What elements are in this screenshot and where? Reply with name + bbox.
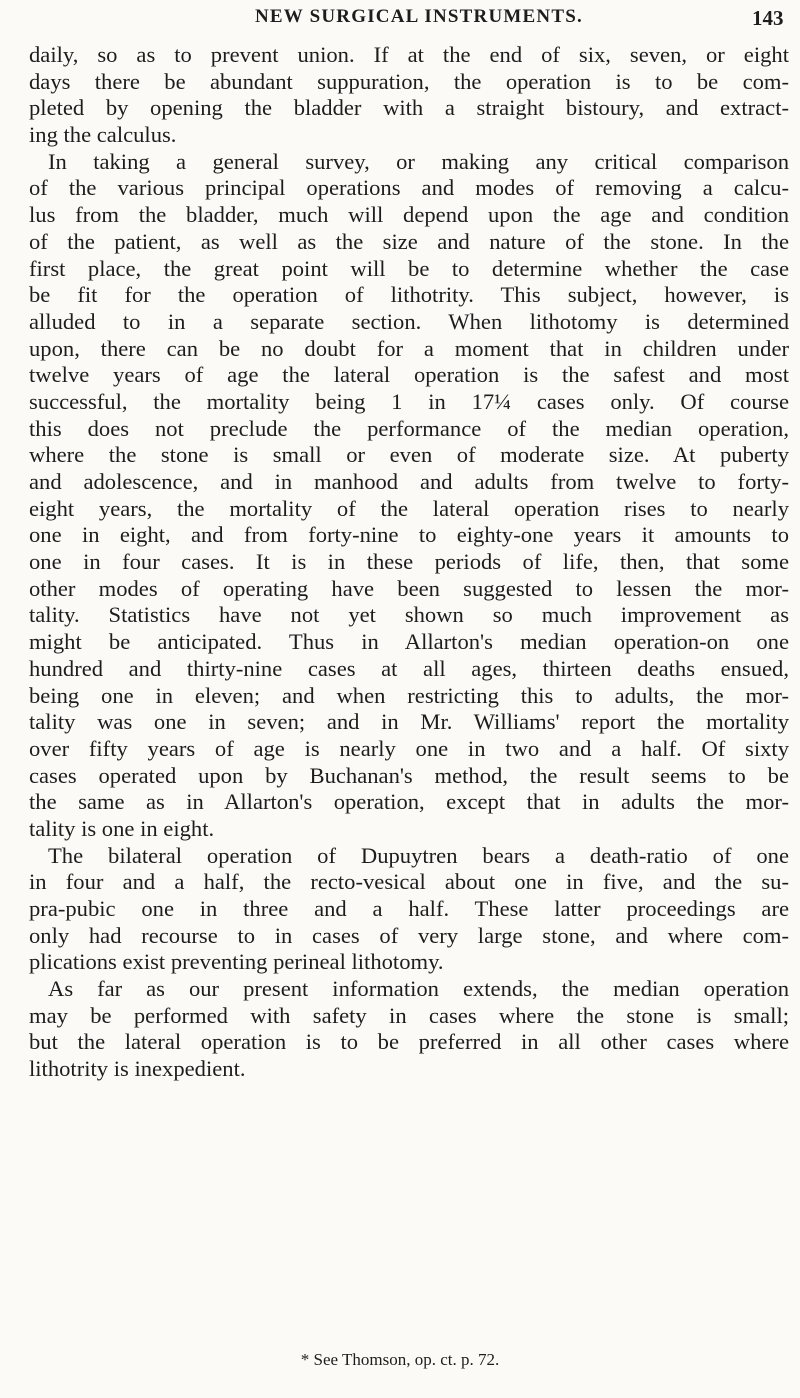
text-line: in four and a half, the recto-vesical about one in five, and the su- — [29, 869, 789, 895]
text-line: and adolescence, and in manhood and adults from twelve to forty- — [29, 469, 789, 494]
text-line: other modes of operating have been suggested to lessen the mor- — [29, 575, 789, 601]
text-line: of the patient, as well as the size and nature of the stone. In the — [29, 228, 789, 254]
text-line: daily, so as to prevent union. If at the end of six, seven, or eight — [29, 42, 789, 67]
text-line: be fit for the operation of lithotrity. This subject, however, is — [29, 282, 789, 308]
text-line: over fifty years of age is nearly one in two and a half. Of sixty — [29, 735, 789, 761]
text-line: this does not preclude the performance of the median operation, — [29, 415, 789, 441]
text-line: hundred and thirty-nine cases at all ages, thirteen deaths ensued, — [29, 655, 789, 681]
text-line: eight years, the mortality of the lateral operation rises to nearly — [29, 495, 789, 521]
text-line: pra-pubic one in three and a half. These latter proceedings are — [29, 896, 789, 921]
text-line: the same as in Allarton's operation, except that in adults the mor- — [29, 789, 789, 815]
text-line: In taking a general survey, or making any critical comparison — [48, 148, 789, 174]
text-line: one in four cases. It is in these periods of life, then, that some — [29, 549, 789, 575]
running-title: NEW SURGICAL INSTRUMENTS. — [255, 6, 583, 27]
text-line: tality is one in eight. — [29, 815, 215, 841]
text-line: plications exist preventing perineal lithotomy. — [29, 949, 444, 975]
text-line: As far as our present information extends, the median operation — [48, 976, 789, 1002]
text-line: being one in eleven; and when restricting this to adults, the mor- — [29, 682, 789, 708]
text-line: alluded to in a separate section. When lithotomy is determined — [29, 308, 789, 334]
text-line: pleted by opening the bladder with a straight bistoury, and extract- — [29, 95, 789, 121]
text-line: lus from the bladder, much will depend upon the age and condition — [29, 202, 789, 228]
text-line: upon, there can be no doubt for a moment that in children under — [29, 335, 789, 361]
text-line: lithotrity is inexpedient. — [29, 1056, 246, 1082]
text-line: might be anticipated. Thus in Allarton's median operation-on one — [29, 629, 789, 655]
text-line: tality was one in seven; and in Mr. Williams' report the mortality — [29, 709, 789, 735]
text-line: days there be abundant suppuration, the operation is to be com- — [29, 68, 789, 94]
text-line: cases operated upon by Buchanan's method, the result seems to be — [29, 762, 789, 788]
text-line: tality. Statistics have not yet shown so much improvement as — [29, 602, 789, 628]
text-line: ing the calculus. — [29, 122, 177, 148]
text-line: but the lateral operation is to be preferred in all other cases where — [29, 1029, 789, 1055]
text-line: only had recourse to in cases of very large stone, and where com- — [29, 922, 789, 948]
text-line: twelve years of age the lateral operation is the safest and most — [29, 362, 789, 388]
text-line: first place, the great point will be to determine whether the case — [29, 255, 789, 281]
text-line: may be performed with safety in cases where the stone is small; — [29, 1002, 789, 1028]
text-line: where the stone is small or even of moderate size. At puberty — [29, 442, 789, 468]
text-line: successful, the mortality being 1 in 17¼ cases only. Of course — [29, 388, 789, 414]
text-line: The bilateral operation of Dupuytren bears a death-ratio of one — [48, 842, 789, 868]
body-text — [29, 42, 789, 1083]
text-line: one in eight, and from forty-nine to eighty-one years it amounts to — [29, 522, 789, 548]
text-line: of the various principal operations and modes of removing a calcu- — [29, 175, 789, 201]
page-number: 143 — [752, 6, 784, 30]
footnote: * See Thomson, op. ct. p. 72. — [300, 1350, 500, 1369]
running-head — [0, 2, 800, 42]
